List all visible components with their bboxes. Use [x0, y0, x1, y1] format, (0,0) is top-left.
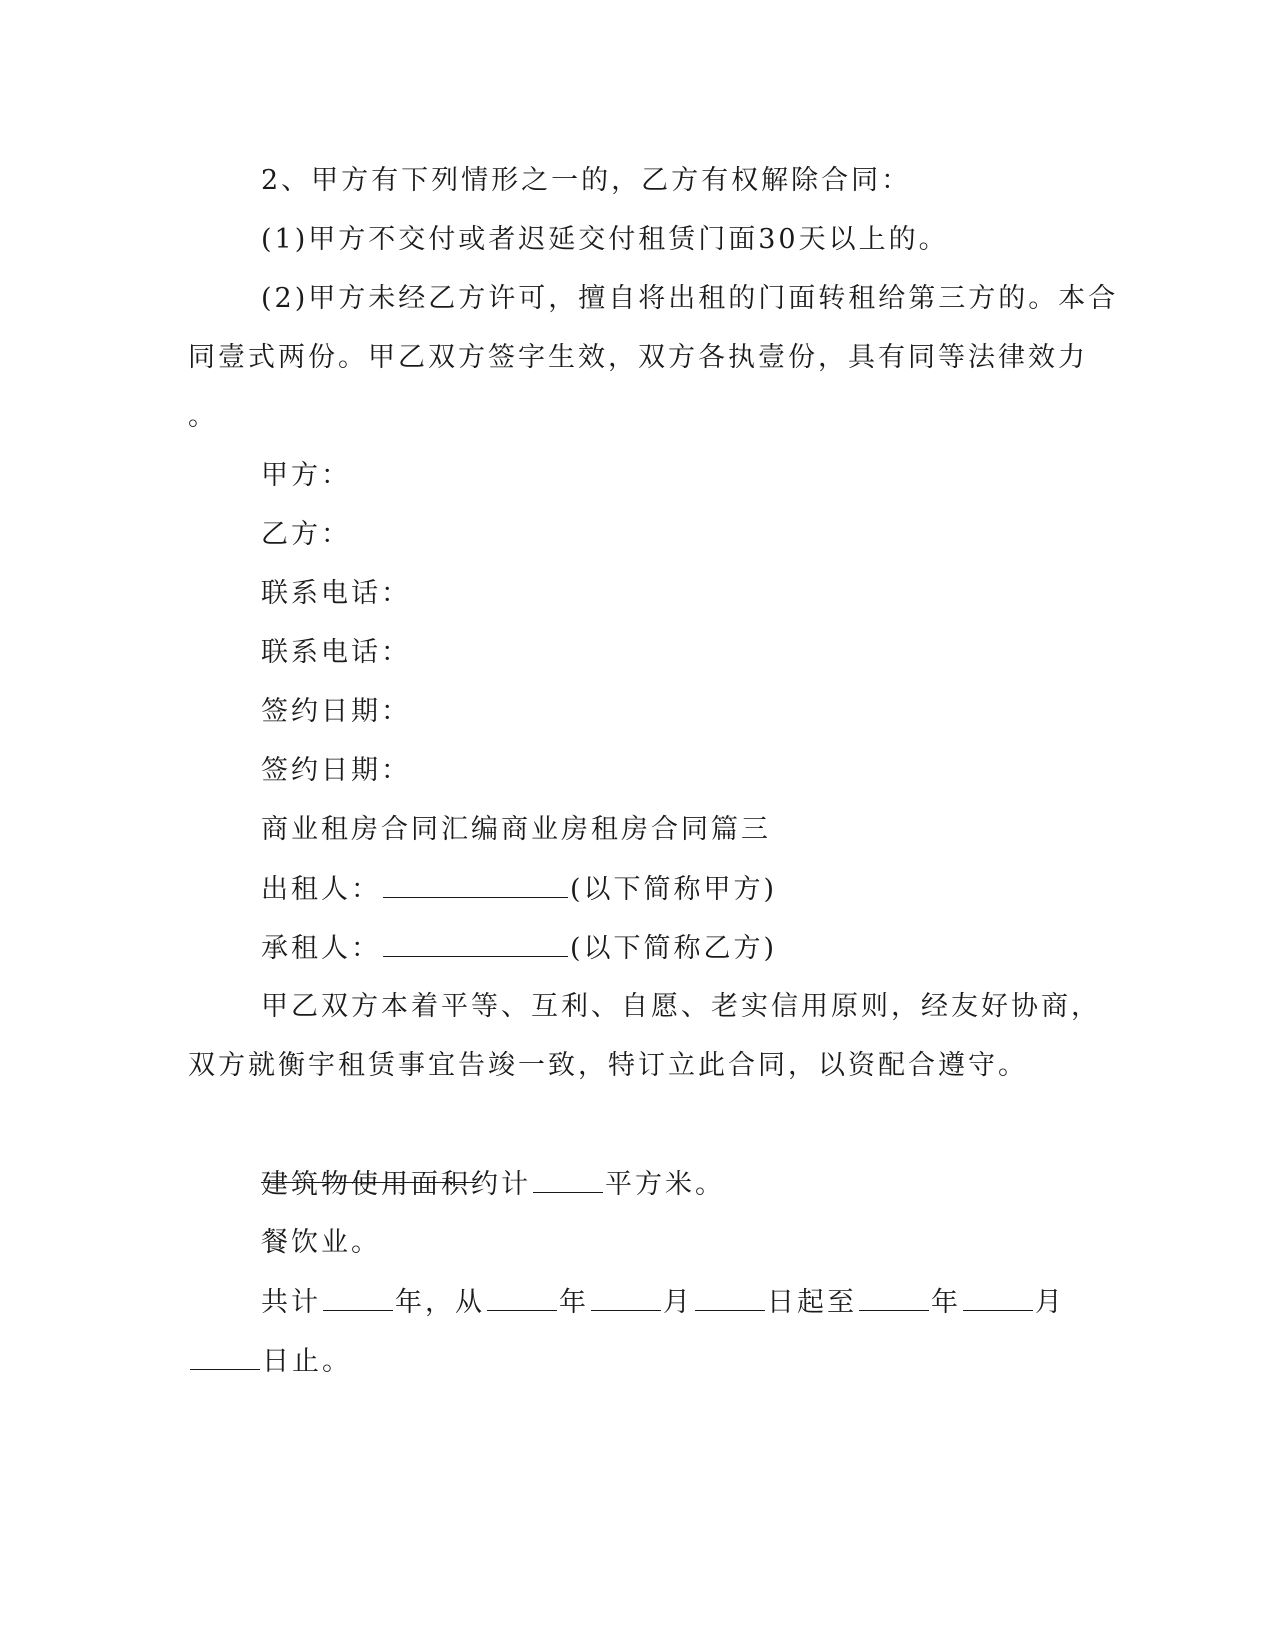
lessee-line: [261, 928, 1161, 968]
clause-termination-rights: 2、甲方有下列情形之一的，乙方有权解除合同：: [261, 165, 912, 196]
area-prefix: 建筑物使用面积约计: [261, 1169, 531, 1200]
area-line: [261, 1164, 1161, 1204]
lessee-label: 承租人：: [261, 933, 381, 964]
term-text-5: 日起至: [767, 1287, 857, 1318]
term-text-8: 日止。: [262, 1346, 352, 1377]
term-text-4: 月: [663, 1287, 693, 1318]
preamble-line-1: 甲乙双方本着平等、互利、自愿、老实信用原则，经友好协商，: [261, 991, 1101, 1022]
start-day-blank: [695, 1282, 765, 1311]
clause-item-2-end: 。: [188, 401, 218, 432]
area-suffix: 平方米。: [605, 1169, 725, 1200]
start-month-blank: [591, 1282, 661, 1311]
party-b-signature-label: 乙方：: [261, 519, 351, 550]
term-text-3: 年: [559, 1287, 589, 1318]
end-year-blank: [859, 1282, 929, 1311]
lessee-suffix: (以下简称乙方): [570, 933, 778, 964]
party-a-signature-label: 甲方：: [261, 460, 351, 491]
lessor-suffix: (以下简称甲方): [570, 874, 778, 905]
business-use-line: 餐饮业。: [261, 1227, 381, 1258]
party-a-phone-label: 联系电话：: [261, 578, 411, 609]
term-text-6: 年: [931, 1287, 961, 1318]
party-b-phone-label: 联系电话：: [261, 637, 411, 668]
term-text-7: 月: [1035, 1287, 1065, 1318]
lessee-blank: [383, 928, 568, 957]
term-years-blank: [323, 1282, 393, 1311]
end-day-blank: [190, 1341, 260, 1370]
clause-item-1: (1)甲方不交付或者迟延交付租赁门面30天以上的。: [261, 224, 949, 255]
start-year-blank: [487, 1282, 557, 1311]
lessor-label: 出租人：: [261, 874, 381, 905]
preamble-line-2: 双方就衡宇租赁事宜告竣一致，特订立此合同，以资配合遵守。: [188, 1050, 1028, 1081]
clause-item-2-continued: 同壹式两份。甲乙双方签字生效，双方各执壹份，具有同等法律效力: [188, 342, 1088, 373]
party-a-date-label: 签约日期：: [261, 696, 411, 727]
area-blank: [533, 1164, 603, 1193]
party-b-date-label: 签约日期：: [261, 755, 411, 786]
term-line-2: [188, 1341, 1088, 1381]
section-heading: 商业租房合同汇编商业房租房合同篇三: [261, 814, 771, 845]
end-month-blank: [963, 1282, 1033, 1311]
lessor-line: [261, 869, 1161, 909]
clause-item-2: (2)甲方未经乙方许可，擅自将出租的门面转租给第三方的。本合: [261, 283, 1119, 314]
term-line-1: [261, 1282, 1161, 1322]
term-text-1: 共计: [261, 1287, 321, 1318]
term-text-2: 年，从: [395, 1287, 485, 1318]
lessor-blank: [383, 869, 568, 898]
